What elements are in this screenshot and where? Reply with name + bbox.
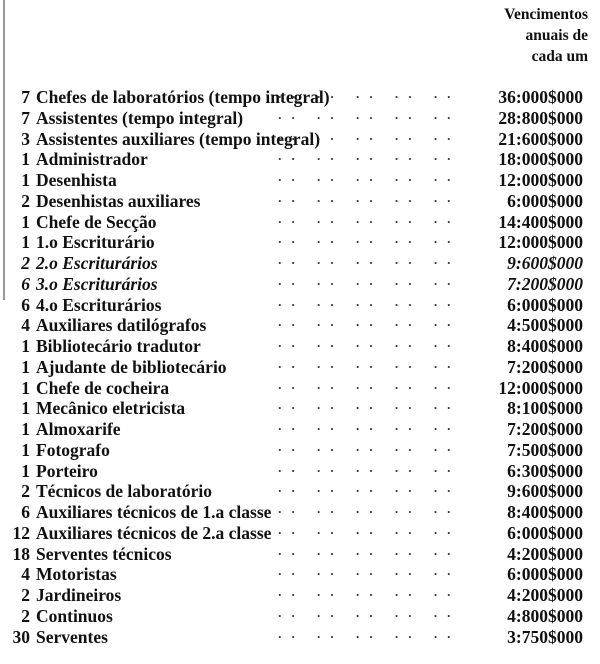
header-line: cada um [531, 48, 588, 65]
position-count: 2 [21, 585, 30, 605]
table-row [0, 544, 600, 565]
position-title: Chefe de cocheira [36, 377, 170, 398]
position-title: 1.o Escriturário [36, 232, 155, 253]
annual-salary: 7:200$000 [507, 273, 583, 294]
position-count: 7 [21, 107, 30, 128]
position-count: 12 [12, 522, 30, 543]
dot-leader: ·· ·· ·· ·· ·· [277, 628, 460, 644]
position-count: 1 [21, 419, 30, 439]
header-line: Vencimentos [504, 6, 588, 23]
table-row [0, 606, 600, 627]
position-title: Porteiro [36, 460, 98, 481]
position-title: Motoristas [36, 564, 117, 585]
dot-leader: ·· ·· ·· ·· ·· [277, 421, 460, 436]
position-title: Continuos [36, 605, 113, 626]
position-title: Assistentes (tempo integral) [36, 107, 244, 128]
position-title: Fotografo [36, 439, 110, 460]
position-count: 6 [21, 502, 30, 522]
position-count: 1 [21, 232, 30, 253]
position-title: Jardineiros [36, 585, 122, 605]
table-row [0, 315, 600, 336]
annual-salary: 8:100$000 [507, 398, 583, 419]
position-count: 2 [21, 605, 30, 626]
position-title: 3.o Escriturários [36, 273, 158, 294]
position-count: 1 [21, 211, 30, 232]
position-count: 1 [21, 149, 30, 170]
dot-leader: ·· ·· ·· ·· ·· [277, 338, 460, 353]
dot-leader: ·· ·· ·· ·· ·· [277, 504, 460, 519]
dot-leader: ·· ·· ·· ·· ·· [277, 172, 460, 187]
annual-salary: 7:500$000 [507, 439, 583, 460]
table-row [0, 253, 600, 274]
position-count: 7 [21, 87, 30, 107]
dot-leader: ·· ·· ·· ·· ·· [277, 317, 460, 333]
table-row [0, 440, 600, 461]
table-row [0, 191, 600, 212]
table-row [0, 108, 600, 129]
table-row [0, 149, 600, 170]
table-row [0, 274, 600, 295]
annual-salary: 9:600$000 [507, 481, 583, 502]
dot-leader: ·· ·· ·· ·· ·· [277, 483, 460, 499]
position-title: Técnicos de laboratório [36, 481, 212, 502]
position-title: Serventes [36, 626, 108, 647]
position-title: 2.o Escriturários [36, 253, 158, 273]
position-count: 3 [21, 128, 30, 149]
dot-leader: ·· ·· ·· ·· ·· [277, 545, 460, 561]
position-title: Auxiliares datilógrafos [36, 315, 207, 336]
position-count: 30 [12, 626, 30, 647]
annual-salary: 8:400$000 [507, 336, 583, 356]
header-line: anuais de [525, 27, 588, 44]
annual-salary: 6:000$000 [507, 522, 583, 543]
annual-salary: 12:000$000 [498, 377, 583, 398]
table-row [0, 461, 600, 482]
position-count: 2 [21, 190, 30, 211]
table-row [0, 129, 600, 150]
table-row [0, 523, 600, 544]
annual-salary: 7:200$000 [507, 419, 583, 439]
annual-salary: 7:200$000 [507, 356, 583, 377]
annual-salary: 36:000$000 [498, 87, 583, 107]
dot-leader: ·· ·· ·· ·· ·· [277, 441, 460, 457]
dot-leader: ·· ·· ·· ·· ·· [277, 607, 460, 623]
position-title: Mecânico eletricista [36, 398, 186, 419]
annual-salary: 18:000$000 [498, 149, 583, 170]
position-title: Bibliotecário tradutor [36, 336, 201, 356]
position-title: Almoxarife [36, 419, 121, 439]
position-count: 1 [21, 170, 30, 190]
annual-salary: 14:400$000 [498, 211, 583, 232]
position-count: 2 [21, 481, 30, 502]
dot-leader: ·· ·· ·· ·· ·· [277, 462, 460, 478]
table-row [0, 419, 600, 440]
table-row [0, 232, 600, 253]
table-row [0, 481, 600, 502]
dot-leader: ·· ·· ·· ·· ·· [277, 255, 460, 270]
annual-salary: 21:600$000 [498, 128, 583, 149]
position-count: 1 [21, 460, 30, 481]
dot-leader: ·· ·· ·· ·· ·· [277, 566, 460, 582]
annual-salary: 6:000$000 [507, 190, 583, 211]
table-row [0, 585, 600, 606]
position-count: 1 [21, 439, 30, 460]
position-count: 1 [21, 377, 30, 398]
annual-salary: 4:200$000 [507, 585, 583, 605]
table-row [0, 336, 600, 357]
annual-salary: 8:400$000 [507, 502, 583, 522]
table-row [0, 398, 600, 419]
position-count: 1 [21, 356, 30, 377]
annual-salary: 4:800$000 [507, 605, 583, 626]
position-count: 4 [21, 315, 30, 336]
position-count: 6 [21, 294, 30, 315]
position-title: Administrador [36, 149, 148, 170]
dot-leader: ·· ·· ·· ·· ·· [277, 130, 460, 146]
dot-leader: ·· ·· ·· ·· ·· [277, 524, 460, 540]
dot-leader: ·· ·· ·· ·· ·· [277, 109, 460, 125]
position-count: 6 [21, 273, 30, 294]
annual-salary: 4:200$000 [507, 543, 583, 564]
dot-leader: ·· ·· ·· ·· ·· [277, 213, 460, 229]
table-row [0, 295, 600, 316]
table-row [0, 87, 600, 108]
position-title: Assistentes auxiliares (tempo integral) [36, 128, 321, 149]
position-count: 2 [21, 253, 30, 273]
position-count: 1 [21, 336, 30, 356]
position-title: Ajudante de bibliotecário [36, 356, 227, 377]
position-title: Auxiliares técnicos de 2.a classe [36, 522, 272, 543]
position-title: Chefes de laboratórios (tempo integral) [36, 87, 330, 107]
annual-salary: 6:000$000 [507, 294, 583, 315]
annual-salary: 3:750$000 [507, 626, 583, 647]
dot-leader: ·· ·· ·· ·· ·· [277, 400, 460, 416]
dot-leader: ·· ·· ·· ·· ·· [277, 358, 460, 374]
position-title: Desenhistas auxiliares [36, 190, 201, 211]
dot-leader: ·· ·· ·· ·· ·· [277, 234, 460, 250]
position-count: 1 [21, 398, 30, 419]
table-row [0, 627, 600, 648]
table-row [0, 170, 600, 191]
position-title: Chefe de Secção [36, 211, 157, 232]
position-title: Auxiliares técnicos de 1.a classe [36, 502, 272, 522]
dot-leader: ·· ·· ·· ·· ·· [277, 192, 460, 208]
table-row [0, 564, 600, 585]
annual-salary: 9:600$000 [507, 253, 583, 273]
annual-salary: 12:000$000 [498, 232, 583, 253]
annual-salary: 4:500$000 [507, 315, 583, 336]
table-row [0, 357, 600, 378]
annual-salary: 6:300$000 [507, 460, 583, 481]
position-title: Desenhista [36, 170, 117, 190]
dot-leader: ·· ·· ·· ·· ·· [277, 275, 460, 291]
position-count: 4 [21, 564, 30, 585]
column-header-vencimentos [504, 4, 588, 67]
dot-leader: ·· ·· ·· ·· ·· [277, 151, 460, 167]
dot-leader: ·· ·· ·· ·· ·· [277, 89, 460, 104]
salary-table [0, 87, 600, 647]
position-count: 18 [12, 543, 30, 564]
dot-leader: ·· ·· ·· ·· ·· [277, 587, 460, 602]
annual-salary: 6:000$000 [507, 564, 583, 585]
annual-salary: 28:800$000 [498, 107, 583, 128]
position-title: Serventes técnicos [36, 543, 172, 564]
table-row [0, 378, 600, 399]
table-row [0, 212, 600, 233]
dot-leader: ·· ·· ·· ·· ·· [277, 296, 460, 312]
table-row [0, 502, 600, 523]
annual-salary: 12:000$000 [498, 170, 583, 190]
position-title: 4.o Escriturários [36, 294, 162, 315]
dot-leader: ·· ·· ·· ·· ·· [277, 379, 460, 395]
